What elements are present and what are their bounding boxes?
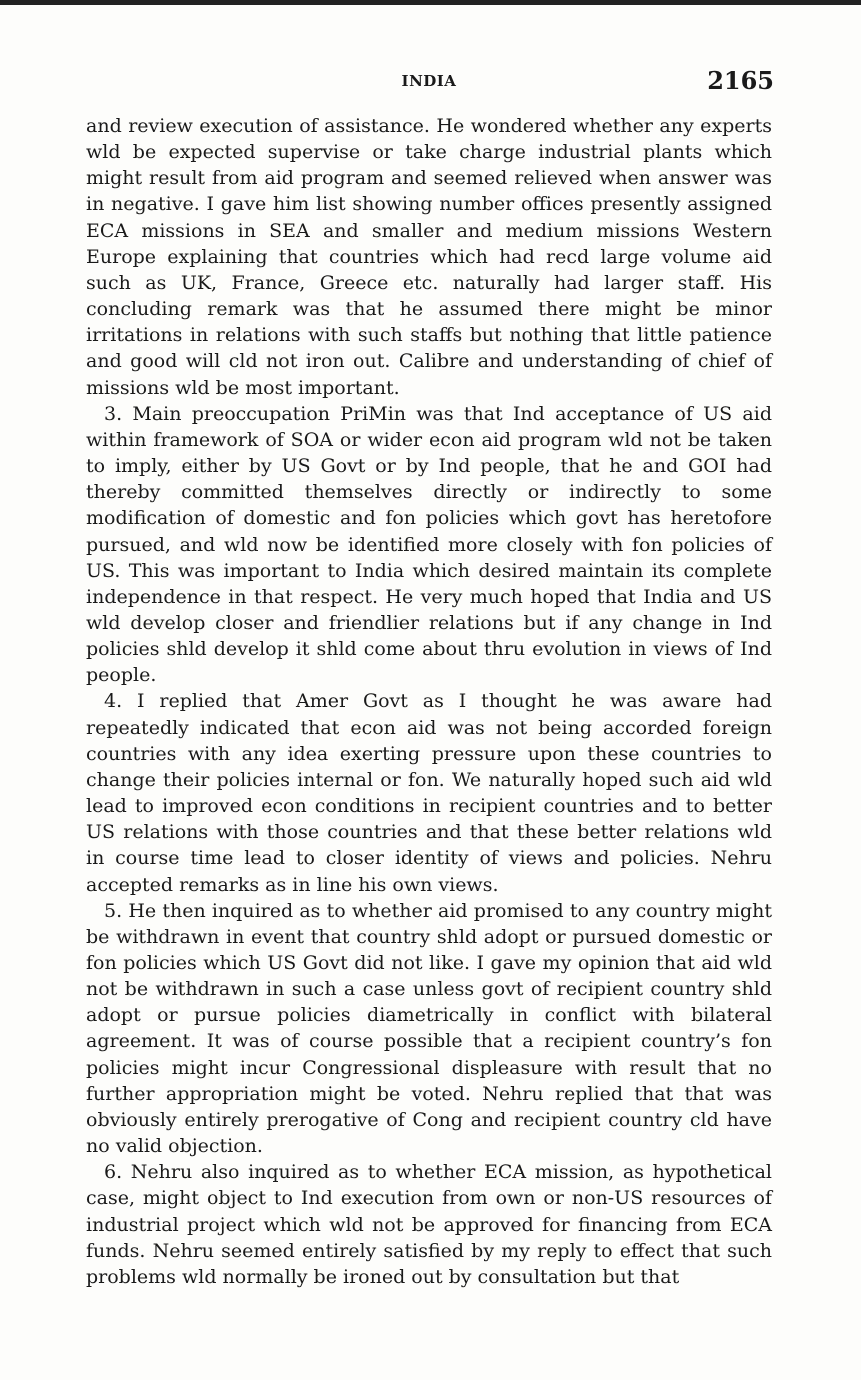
paragraph-4: 4. I replied that Amer Govt as I thought he was aware had repeatedly indicated that econ aid was not being accorded foreign countries with any idea exerting pressure upon these countries to change their policies internal or fon. We naturally hoped such aid wld lead to improved econ conditions in recipient countries and to better US relations with those countries and that these better relations wld in course time lead to closer identity of views and policies. Nehru accepted remarks as in line his own views. — [86, 690, 772, 896]
paragraph-continued: and review execution of assistance. He wondered whether any experts wld be expected supervise or take charge industrial plants which might result from aid program and seemed relieved when answer was in negative. I gave him list showing number offices presently assigned ECA missions in SEA and smaller and medium missions Western Europe explaining that countries which had recd large volume aid such as UK, France, Greece etc. naturally had larger staff. His concluding remark was that he assumed there might be minor irritations in relations with such staffs but nothing that little patience and good will cld not iron out. Calibre and understanding of chief of missions wld be most important. — [86, 115, 772, 399]
paragraph-3: 3. Main preoccupation PriMin was that Ind acceptance of US aid within framework of SOA or wider econ aid program wld not be taken to imply, either by US Govt or by Ind people, that he and GOI had thereby committed themselves directly or indirectly to some modification of domestic and fon policies which govt has heretofore pursued, and wld now be identified more closely with fon policies of US. This was important to India which desired maintain its complete independence in that respect. He very much hoped that India and US wld develop closer and friendlier relations but if any change in Ind policies shld develop it shld come about thru evolution in views of Ind people. — [86, 402, 772, 687]
running-head: INDIA — [401, 72, 457, 90]
paragraph-5: 5. He then inquired as to whether aid promised to any country might be withdrawn in event that country shld adopt or pursued domestic or fon policies which US Govt did not like. I gave my opinion that aid wld not be withdrawn in such a case unless govt of recipient country shld adopt or pursue policies diametrically in conflict with bilateral agreement. It was of course possible that a recipient country’s fon policies might incur Congressional displeasure with result that no further appropriation might be voted. Nehru replied that that was obviously entirely prerogative of Cong and recipient country cld have no valid objection. — [86, 899, 772, 1158]
paragraph-6: 6. Nehru also inquired as to whether ECA mission, as hypothetical case, might object to Ind execution from own or non-US resources of industrial project which wld not be approved for financing from ECA funds. Nehru seemed entirely satisfied by my reply to effect that such problems wld normally be ironed out by consultation but that — [86, 1161, 772, 1288]
page-header — [84, 66, 774, 96]
body-text — [86, 113, 772, 1290]
page-number: 2165 — [707, 66, 774, 95]
top-edge-rule — [0, 0, 861, 5]
